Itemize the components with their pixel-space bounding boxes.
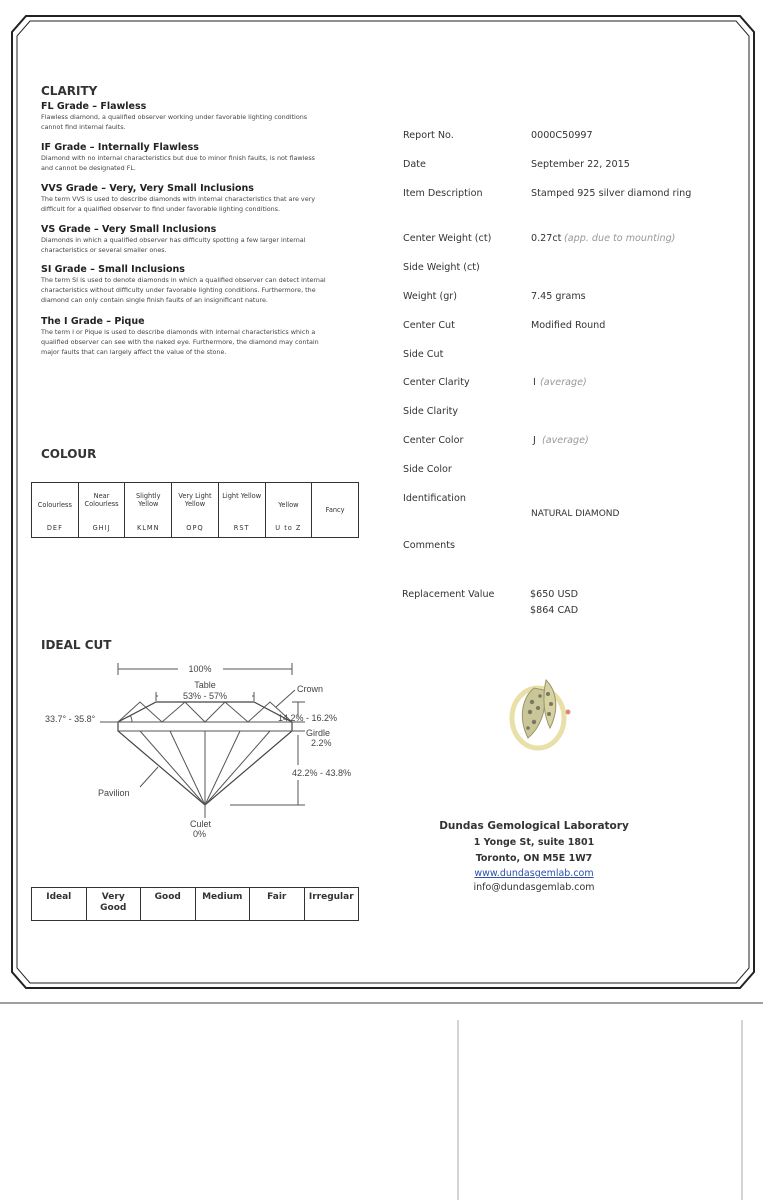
weight-label: Weight (gr) (403, 291, 457, 302)
colour-name: Near Colourless (84, 491, 119, 508)
colour-name: Slightly Yellow (135, 491, 161, 508)
culet-label: Culet (190, 819, 212, 829)
weight-value: 7.45 grams (531, 291, 586, 302)
center-clarity-label: Center Clarity (403, 377, 470, 388)
colour-name: Light Yellow (222, 491, 262, 500)
girdle-label: Girdle (306, 728, 331, 738)
report-no-label: Report No. (403, 130, 454, 141)
grade-desc: The term SI is used to denote diamonds in which a qualified observer can detect internal (41, 276, 326, 284)
replacement-value-usd: $650 USD (530, 589, 578, 600)
center-cut-value: Modified Round (531, 320, 606, 331)
grade-desc: Diamonds in which a qualified observer has difficulty spotting a few larger internal (41, 236, 306, 244)
colour-grade: DEF (46, 523, 63, 532)
lab-website-link[interactable]: www.dundasgemlab.com (474, 868, 594, 879)
ideal-cut-title: IDEAL CUT (41, 638, 112, 652)
colour-cell (265, 483, 312, 538)
center-cut-label: Center Cut (403, 320, 455, 331)
colour-cell (32, 483, 79, 538)
center-color-label: Center Color (403, 435, 464, 446)
cut-grade-table (31, 887, 359, 921)
table-label: Table (194, 680, 216, 690)
cut-grade-cell: Medium (195, 888, 250, 921)
center-weight-label: Center Weight (ct) (403, 233, 492, 244)
side-clarity-label: Side Clarity (403, 406, 459, 417)
pavilion-depth-label: 42.2% - 43.8% (292, 768, 352, 778)
side-cut-label: Side Cut (403, 349, 444, 360)
date-label: Date (403, 159, 426, 170)
center-weight-note: (app. due to mounting) (564, 233, 676, 244)
colour-cell (312, 483, 359, 538)
center-color-note: (average) (542, 435, 589, 446)
lab-email[interactable]: info@dundasgemlab.com (473, 882, 595, 893)
colour-cell (78, 483, 125, 538)
lab-address-line1: 1 Yonge St, suite 1801 (473, 837, 595, 848)
center-color-value: J (533, 435, 536, 446)
grade-fl (41, 101, 361, 142)
grade-desc: The term VVS is used to describe diamonds with internal characteristics that are very (41, 195, 316, 203)
pct-100-label: 100% (188, 664, 212, 674)
girdle-pct-label: 2.2% (311, 738, 332, 748)
grade-desc: difficult for a qualified observer to find under favorable lighting conditions. (41, 205, 281, 213)
colour-cell (125, 483, 172, 538)
pavilion-label: Pavilion (98, 788, 130, 798)
center-clarity-value: I (533, 377, 536, 388)
report-no-value: 0000C50997 (531, 130, 593, 141)
grade-si (41, 264, 361, 316)
grade-desc: The term I or Pique is used to describe diamonds with internal characteristics which a (41, 328, 316, 336)
grade-desc: major faults that can largely affect the value of the stone. (41, 348, 227, 356)
grade-heading: FL Grade – Flawless (41, 101, 147, 112)
cut-grade-cell: Irregular (304, 888, 359, 921)
table-range-label: 53% - 57% (182, 691, 228, 701)
crown-angle-label: 33.7° - 35.8° (45, 714, 96, 724)
cut-grade-cell: Fair (250, 888, 305, 921)
grade-desc: qualified observer can see with the naked eye. Furthermore, the diamond may contain (41, 338, 319, 346)
colour-cell (172, 483, 219, 538)
side-weight-label: Side Weight (ct) (403, 262, 480, 273)
colour-title: COLOUR (41, 447, 97, 461)
lab-info (420, 820, 648, 893)
grade-heading: SI Grade – Small Inclusions (41, 264, 185, 275)
diamond-proportions-diagram (40, 655, 370, 845)
side-color-label: Side Color (403, 464, 452, 475)
colour-grade: GHIJ (92, 523, 111, 532)
item-description-value: Stamped 925 silver diamond ring (531, 188, 692, 199)
colour-cell (218, 483, 265, 538)
colour-name: Colourless (37, 500, 72, 509)
culet-pct-label: 0% (193, 829, 207, 839)
grade-if (41, 142, 361, 183)
crown-height-label: 14.2% - 16.2% (278, 713, 338, 723)
grade-i (41, 316, 361, 357)
clarity-grades (41, 101, 361, 357)
comments-label: Comments (403, 540, 456, 551)
grade-vs (41, 224, 361, 264)
replacement-value-label: Replacement Value (402, 589, 495, 600)
grade-heading: VVS Grade – Very, Very Small Inclusions (41, 183, 254, 194)
clarity-title: CLARITY (41, 84, 98, 98)
colour-grade: RST (233, 523, 250, 532)
grade-desc: diamond can only contain single finish faults of an insignificant nature. (41, 296, 268, 304)
grade-desc: Diamond with no internal characteristics but due to minor finish faults, is not flawless (41, 154, 315, 162)
identification-label: Identification (403, 493, 466, 504)
grade-heading: The I Grade – Pique (41, 316, 145, 327)
lab-address-line2: Toronto, ON M5E 1W7 (475, 853, 593, 864)
grade-desc: characteristics without difficulty under favorable lighting conditions. Furthermore, the (41, 286, 316, 294)
cut-grade-cell: Good (141, 888, 196, 921)
center-weight-value: 0.27ct (531, 233, 562, 244)
grade-desc: and cannot be designated FL. (41, 164, 136, 172)
replacement-value-cad: $864 CAD (530, 605, 579, 616)
grade-vvs (41, 183, 361, 224)
crown-label: Crown (297, 684, 324, 694)
cut-grade-cell: Ideal (32, 888, 87, 921)
date-value: September 22, 2015 (531, 159, 630, 170)
ring-photo (494, 668, 584, 758)
colour-grade: KLMN (136, 523, 160, 532)
colour-scale-table (31, 482, 359, 538)
grade-desc: cannot find internal faults. (41, 123, 126, 131)
item-description-label: Item Description (403, 188, 483, 199)
grade-desc: characteristics or several smaller ones. (41, 246, 167, 254)
grade-desc: Flawless diamond, a qualified observer working under favorable lighting conditions (41, 113, 308, 121)
center-clarity-note: (average) (540, 377, 587, 388)
cut-grade-cell: Very Good (86, 888, 141, 921)
colour-name: Very Light Yellow (178, 491, 212, 508)
lab-name: Dundas Gemological Laboratory (439, 820, 629, 832)
grade-heading: IF Grade – Internally Flawless (41, 142, 199, 153)
colour-name: Fancy (325, 506, 345, 514)
grade-heading: VS Grade – Very Small Inclusions (41, 224, 217, 235)
colour-name: Yellow (278, 500, 299, 509)
colour-grade: OPQ (186, 523, 204, 532)
colour-grade: U to Z (275, 523, 302, 532)
identification-value: NATURAL DIAMOND (531, 509, 620, 519)
